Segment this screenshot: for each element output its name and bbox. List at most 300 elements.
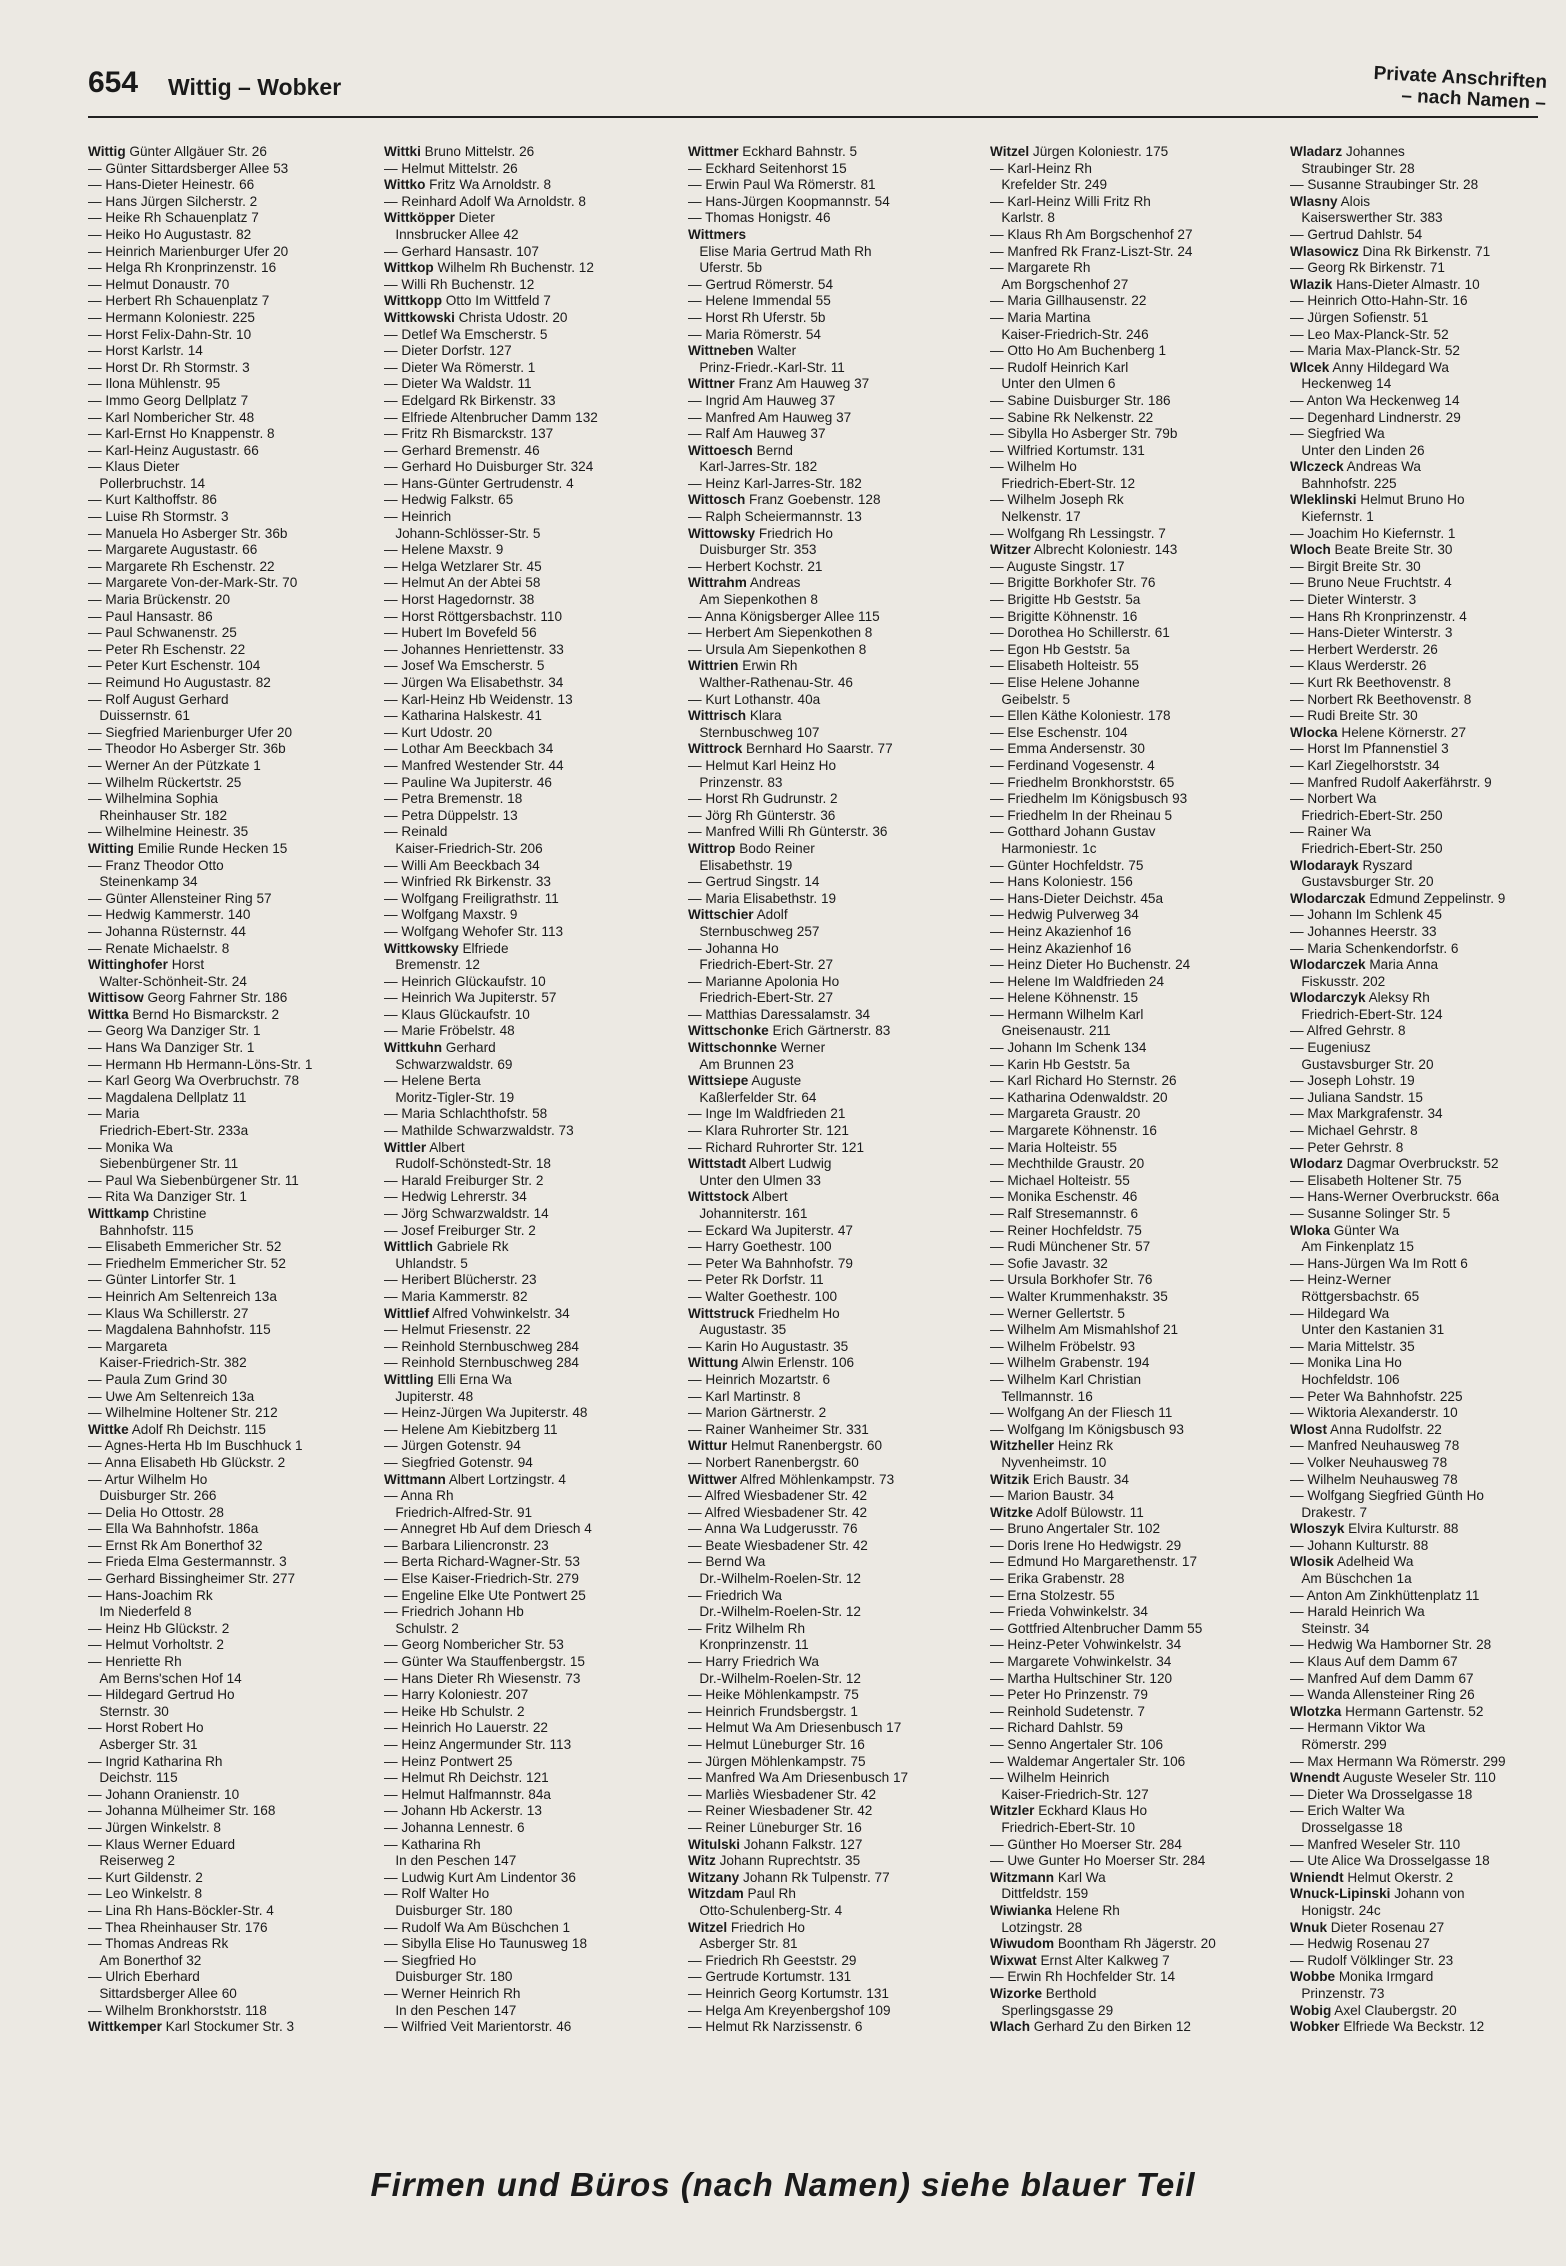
directory-entry: — Heinrich: [384, 509, 452, 525]
directory-entry: — Horst Robert Ho: [88, 1720, 204, 1736]
directory-entry: Nyvenheimstr. 10: [990, 1454, 1107, 1470]
directory-entry: Wittner Franz Am Hauweg 37: [688, 376, 870, 392]
directory-entry: — Rainer Wa: [1290, 824, 1372, 840]
directory-entry: — Wilfried Veit Marientorstr. 46: [384, 2019, 572, 2035]
directory-entry: — Heinz Akazienhof 16: [990, 923, 1132, 939]
directory-entry: Friedrich-Ebert-Str. 233a: [88, 1123, 249, 1139]
directory-entry: Wlodarczek Maria Anna: [1290, 957, 1439, 973]
directory-entry: Witzik Erich Baustr. 34: [990, 1471, 1129, 1487]
directory-entry: — Wolfgang Siegfried Günth Ho: [1290, 1488, 1484, 1504]
directory-entry: Prinzenstr. 83: [688, 774, 783, 790]
directory-entry: — Peter Wa Bahnhofstr. 225: [1290, 1388, 1463, 1404]
directory-entry: — Wolfgang An der Fliesch 11: [990, 1405, 1173, 1421]
directory-entry: — Jürgen Wa Elisabethstr. 34: [384, 675, 564, 690]
directory-entry: — Karl Ziegelhorststr. 34: [1290, 757, 1440, 773]
directory-entry: Wlasny Alois: [1290, 193, 1371, 209]
directory-entry: Wittschonnke Werner: [688, 1040, 826, 1056]
directory-entry: Sperlingsgasse 29: [990, 2002, 1114, 2018]
directory-entry: — Frieda Elma Gestermannstr. 3: [88, 1554, 287, 1570]
directory-entry: — Peter Ho Prinzenstr. 79: [990, 1687, 1148, 1703]
directory-entry: — Johannes Henriettenstr. 33: [384, 641, 564, 657]
directory-entry: — Barbara Liliencronstr. 23: [384, 1537, 549, 1553]
directory-entry: — Helene Immendal 55: [688, 293, 831, 309]
directory-entry: — Peter Gehrstr. 8: [1290, 1139, 1404, 1155]
directory-entry: — Annegret Hb Auf dem Driesch 4: [384, 1521, 592, 1537]
directory-entry: — Waldemar Angertaler Str. 106: [990, 1753, 1186, 1769]
directory-entry: — Dieter Wa Waldstr. 11: [384, 376, 532, 392]
directory-entry: Wlach Gerhard Zu den Birken 12: [990, 2019, 1191, 2035]
directory-entry: Wlcek Anny Hildegard Wa: [1290, 359, 1449, 375]
directory-entry: — Martha Hultschiner Str. 120: [990, 1670, 1173, 1686]
directory-entry: — Ursula Am Siepenkothen 8: [688, 641, 867, 657]
directory-entry: — Klaus Werner Eduard: [88, 1836, 236, 1852]
directory-entry: Duisburger Str. 266: [88, 1488, 217, 1504]
directory-entry: Unter den Ulmen 6: [990, 376, 1116, 392]
directory-entry: — Michael Gehrstr. 8: [1290, 1123, 1418, 1139]
directory-entry: — Elisabeth Holteistr. 55: [990, 658, 1139, 674]
directory-entry: — Brigitte Köhnenstr. 16: [990, 608, 1138, 624]
directory-entry: — Hubert Im Bovefeld 56: [384, 625, 537, 641]
directory-entry: Wlodarayk Ryszard: [1290, 857, 1413, 873]
directory-entry: — Erna Stolzestr. 55: [990, 1587, 1115, 1603]
directory-entry: — Heinz-Peter Vohwinkelstr. 34: [990, 1637, 1182, 1653]
directory-entry: Kaiser-Friedrich-Str. 246: [990, 326, 1149, 342]
directory-entry: Wittke Adolf Rh Deichstr. 115: [88, 1421, 266, 1437]
directory-entry: Tellmannstr. 16: [990, 1388, 1093, 1404]
directory-entry: — Helmut Halfmannstr. 84a: [384, 1786, 551, 1802]
directory-entry: — Klara Ruhrorter Str. 121: [688, 1123, 849, 1139]
directory-entry: — Reiner Hochfeldstr. 75: [990, 1222, 1142, 1238]
directory-entry: — Harald Heinrich Wa: [1290, 1604, 1425, 1620]
directory-entry: — Dieter Wa Drosselgasse 18: [1290, 1786, 1473, 1802]
directory-entry: — Wilhelm Am Mismahlshof 21: [990, 1322, 1179, 1338]
directory-entry: — Herbert Werderstr. 26: [1290, 641, 1438, 657]
directory-entry: — Monika Eschenstr. 46: [990, 1189, 1138, 1205]
directory-entry: — Elfriede Altenbrucher Damm 132: [384, 409, 598, 425]
directory-entry: Wittoesch Bernd: [688, 442, 793, 458]
directory-entry: — Paula Zum Grind 30: [88, 1371, 228, 1387]
directory-entry: — Gottfried Altenbrucher Damm 55: [990, 1620, 1203, 1636]
directory-entry: Wobig Axel Claubergstr. 20: [1290, 2002, 1457, 2018]
directory-entry: Kaiser-Friedrich-Str. 382: [88, 1355, 247, 1371]
directory-entry: — Friedhelm Im Königsbusch 93: [990, 791, 1188, 807]
listing-column-1: [88, 144, 364, 2146]
directory-entry: Am Brunnen 23: [688, 1056, 794, 1072]
directory-entry: — Klaus Auf dem Damm 67: [1290, 1654, 1458, 1670]
directory-entry: — Helene Berta: [384, 1073, 481, 1089]
directory-entry: — Marliès Wiesbadener Str. 42: [688, 1786, 877, 1802]
section-heading-line2: – nach Namen –: [1401, 85, 1547, 114]
directory-entry: — Senno Angertaler Str. 106: [990, 1737, 1164, 1752]
directory-entry: — Wilhelmina Sophia: [88, 791, 218, 807]
directory-entry: Hochfeldstr. 106: [1290, 1371, 1400, 1387]
directory-entry: — Rudolf Heinrich Karl: [990, 359, 1129, 375]
directory-entry: Kaßlerfelder Str. 64: [688, 1089, 817, 1105]
directory-entry: — Harry Goethestr. 100: [688, 1239, 832, 1255]
directory-entry: — Erika Grabenstr. 28: [990, 1571, 1125, 1587]
directory-entry: Sittardsberger Allee 60: [88, 1985, 237, 2001]
directory-entry: Wittowsky Friedrich Ho: [688, 525, 833, 541]
directory-entry: — Fritz Wilhelm Rh: [688, 1620, 806, 1636]
footer-note: Firmen und Büros (nach Namen) siehe blauer Teil: [370, 2166, 1196, 2203]
listing-columns: [88, 144, 1548, 2146]
directory-entry: Sternbuschweg 107: [688, 724, 820, 740]
directory-entry: Unter den Ulmen 33: [688, 1172, 821, 1188]
directory-entry: Wiwudom Boontham Rh Jägerstr. 20: [990, 1936, 1216, 1952]
directory-entry: Otto-Schulenberg-Str. 4: [688, 1902, 843, 1918]
directory-entry: Wittschier Adolf: [688, 907, 788, 923]
page-number: 654: [88, 66, 139, 99]
directory-entry: — Rudi Münchener Str. 57: [990, 1239, 1151, 1255]
directory-entry: — Günther Ho Moerser Str. 284: [990, 1836, 1182, 1852]
directory-entry: Innsbrucker Allee 42: [384, 226, 519, 242]
directory-entry: Wittrien Erwin Rh: [688, 658, 798, 674]
directory-entry: — Magdalena Bahnhofstr. 115: [88, 1322, 271, 1338]
directory-entry: Rheinhauser Str. 182: [88, 807, 228, 823]
directory-entry: — Heike Möhlenkampstr. 75: [688, 1687, 859, 1703]
directory-entry: — Hans Rh Kronprinzenstr. 4: [1290, 608, 1467, 624]
directory-entry: Dr.-Wilhelm-Roelen-Str. 12: [688, 1604, 861, 1620]
directory-entry: — Harry Koloniestr. 207: [384, 1687, 529, 1703]
directory-entry: — Rudi Breite Str. 30: [1290, 708, 1418, 724]
directory-entry: — Herbert Kochstr. 21: [688, 558, 823, 574]
directory-entry: — Katharina Halskestr. 41: [384, 708, 542, 724]
directory-entry: — Heinz Akazienhof 16: [990, 940, 1132, 956]
directory-entry: — Helmut Vorholtstr. 2: [88, 1637, 224, 1653]
directory-entry: Wittkop Wilhelm Rh Buchenstr. 12: [384, 260, 594, 276]
directory-entry: Schwarzwaldstr. 69: [384, 1056, 513, 1072]
directory-entry: Wleklinski Helmut Bruno Ho: [1290, 492, 1465, 508]
directory-entry: — Heinrich Georg Kortumstr. 131: [688, 1985, 889, 2001]
directory-entry: — Wilhelmine Holtener Str. 212: [88, 1405, 278, 1421]
directory-entry: — Karin Ho Augustastr. 35: [688, 1338, 849, 1354]
directory-entry: Wlodarczak Edmund Zeppelinstr. 9: [1290, 890, 1506, 906]
directory-entry: — Johann Kulturstr. 88: [1290, 1537, 1429, 1553]
directory-entry: Bahnhofstr. 225: [1290, 475, 1397, 491]
directory-entry: — Horst Felix-Dahn-Str. 10: [88, 326, 252, 342]
directory-entry: Wittkopp Otto Im Wittfeld 7: [384, 293, 551, 309]
directory-entry: Wittig Günter Allgäuer Str. 26: [88, 144, 267, 159]
directory-entry: Witzel Jürgen Koloniestr. 175: [990, 144, 1169, 159]
directory-entry: — Heinz-Werner: [1290, 1272, 1391, 1288]
directory-entry: — Doris Irene Ho Hedwigstr. 29: [990, 1537, 1182, 1553]
directory-entry: — Johann Oranienstr. 10: [88, 1786, 240, 1802]
directory-entry: — Gerhard Bissingheimer Str. 277: [88, 1571, 296, 1587]
directory-entry: Kronprinzenstr. 11: [688, 1637, 809, 1653]
directory-entry: Wittosch Franz Goebenstr. 128: [688, 492, 881, 508]
directory-entry: Steinenkamp 34: [88, 874, 198, 890]
directory-entry: — Paul Hansastr. 86: [88, 608, 213, 624]
directory-entry: — Degenhard Lindnerstr. 29: [1290, 409, 1461, 425]
directory-entry: — Kurt Udostr. 20: [384, 724, 493, 740]
directory-entry: Witzany Johann Rk Tulpenstr. 77: [688, 1869, 890, 1885]
directory-entry: Wittur Helmut Ranenbergstr. 60: [688, 1438, 883, 1454]
directory-entry: — Margareta: [88, 1338, 168, 1354]
directory-entry: — Ella Wa Bahnhofstr. 186a: [88, 1521, 259, 1537]
directory-entry: — Klaus Dieter: [88, 459, 180, 475]
directory-entry: Wlocka Helene Körnerstr. 27: [1290, 724, 1467, 740]
directory-entry: — Marion Baustr. 34: [990, 1488, 1114, 1504]
directory-entry: — Gotthard Johann Gustav: [990, 824, 1156, 840]
directory-entry: — Günter Lintorfer Str. 1: [88, 1272, 237, 1288]
directory-entry: — Gertrud Römerstr. 54: [688, 276, 834, 292]
directory-entry: — Helmut Donaustr. 70: [88, 276, 230, 292]
directory-entry: — Rita Wa Danziger Str. 1: [88, 1189, 247, 1205]
directory-entry: — Sabine Duisburger Str. 186: [990, 392, 1171, 408]
directory-entry: — Helmut Rk Narzissenstr. 6: [688, 2019, 863, 2035]
directory-entry: — Leo Max-Planck-Str. 52: [1290, 326, 1449, 342]
directory-entry: Johanniterstr. 161: [688, 1206, 808, 1221]
directory-entry: — Petra Bremenstr. 18: [384, 791, 523, 807]
listing-column-2: [384, 144, 660, 2146]
directory-entry: Wittka Bernd Ho Bismarckstr. 2: [88, 1006, 280, 1022]
directory-entry: — Dieter Dorfstr. 127: [384, 343, 512, 359]
directory-entry: — Hermann Viktor Wa: [1290, 1720, 1426, 1736]
directory-entry: Friedrich-Ebert-Str. 10: [990, 1819, 1136, 1835]
directory-entry: — Sofie Javastr. 32: [990, 1255, 1108, 1271]
directory-entry: — Friedhelm In der Rheinau 5: [990, 807, 1173, 823]
directory-entry: — Eugeniusz: [1290, 1040, 1371, 1056]
directory-entry: Kaiser-Friedrich-Str. 127: [990, 1786, 1149, 1802]
directory-entry: Am Borgschenhof 27: [990, 276, 1129, 292]
directory-entry: — Dieter Wa Römerstr. 1: [384, 359, 536, 375]
directory-entry: — Gerhard Bremenstr. 46: [384, 442, 540, 458]
directory-entry: Sternbuschweg 257: [688, 923, 820, 939]
directory-entry: — Walter Goethestr. 100: [688, 1288, 838, 1304]
directory-entry: Pollerbruchstr. 14: [88, 475, 206, 491]
directory-entry: — Heinrich Frundsbergstr. 1: [688, 1703, 858, 1719]
directory-entry: — Auguste Singstr. 17: [990, 558, 1125, 574]
directory-entry: — Georg Rk Birkenstr. 71: [1290, 260, 1445, 276]
directory-entry: Am Finkenplatz 15: [1290, 1239, 1414, 1255]
directory-entry: — Klaus Wa Schillerstr. 27: [88, 1305, 249, 1321]
directory-entry: — Helmut An der Abtei 58: [384, 575, 541, 591]
directory-entry: — Hildegard Wa: [1290, 1305, 1390, 1321]
directory-entry: Walter-Schönheit-Str. 24: [88, 973, 247, 989]
directory-entry: — Marianne Apolonia Ho: [688, 973, 840, 989]
directory-entry: Wittling Elli Erna Wa: [384, 1371, 512, 1387]
directory-entry: Witzel Friedrich Ho: [688, 1919, 805, 1935]
directory-entry: — Dieter Winterstr. 3: [1290, 592, 1417, 608]
directory-entry: — Harald Freiburger Str. 2: [384, 1172, 544, 1188]
directory-entry: — Margarete Vohwinkelstr. 34: [990, 1654, 1172, 1670]
directory-entry: — Helmut Karl Heinz Ho: [688, 757, 837, 773]
directory-entry: — Johanna Mülheimer Str. 168: [88, 1803, 276, 1819]
directory-entry: Prinz-Friedr.-Karl-Str. 11: [688, 359, 845, 375]
running-head: Wittig – Wobker: [168, 74, 342, 100]
directory-entry: — Georg Nombericher Str. 53: [384, 1637, 564, 1653]
directory-entry: — Wilhelm Joseph Rk: [990, 492, 1124, 508]
directory-entry: Wittung Alwin Erlenstr. 106: [688, 1355, 855, 1371]
directory-entry: — Elisabeth Holtener Str. 75: [1290, 1172, 1462, 1188]
directory-entry: — Maria Brückenstr. 20: [88, 592, 231, 608]
directory-entry: — Hedwig Falkstr. 65: [384, 492, 514, 508]
directory-entry: — Henriette Rh: [88, 1654, 182, 1670]
directory-entry: — Otto Ho Am Buchenberg 1: [990, 343, 1167, 359]
directory-entry: — Thomas Honigstr. 46: [688, 210, 831, 226]
directory-entry: — Mechthilde Graustr. 20: [990, 1156, 1145, 1172]
directory-entry: — Maria Max-Planck-Str. 52: [1290, 343, 1460, 359]
directory-entry: — Egon Hb Geststr. 5a: [990, 641, 1130, 657]
directory-entry: — Anna Wa Ludgerusstr. 76: [688, 1521, 858, 1537]
directory-entry: — Hans-Dieter Winterstr. 3: [1290, 625, 1453, 641]
directory-entry: Wlotzka Hermann Gartenstr. 52: [1290, 1703, 1484, 1719]
directory-entry: Geibelstr. 5: [990, 691, 1071, 707]
directory-entry: — Kurt Lothanstr. 40a: [688, 691, 821, 707]
directory-entry: — Sibylla Ho Asberger Str. 79b: [990, 426, 1178, 442]
directory-entry: Wixwat Ernst Alter Kalkweg 7: [990, 1952, 1170, 1968]
directory-entry: — Horst Karlstr. 14: [88, 343, 203, 359]
directory-entry: — Birgit Breite Str. 30: [1290, 558, 1421, 574]
directory-entry: — Ernst Rk Am Bonerthof 32: [88, 1537, 263, 1553]
directory-entry: Bahnhofstr. 115: [88, 1222, 194, 1238]
directory-entry: — Hans-Jürgen Koopmannstr. 54: [688, 193, 890, 209]
directory-entry: — Luise Rh Stormstr. 3: [88, 509, 229, 525]
directory-entry: Friedrich-Ebert-Str. 250: [1290, 840, 1443, 856]
directory-entry: — Lina Rh Hans-Böckler-Str. 4: [88, 1902, 274, 1918]
directory-entry: — Alfred Wiesbadener Str. 42: [688, 1488, 868, 1504]
directory-entry: Wlczeck Andreas Wa: [1290, 459, 1421, 475]
directory-entry: Duisburger Str. 180: [384, 1969, 513, 1985]
directory-entry: — Heinz Karl-Jarres-Str. 182: [688, 475, 862, 491]
directory-entry: — Siegfried Ho: [384, 1952, 477, 1968]
directory-entry: Friedrich-Ebert-Str. 27: [688, 990, 834, 1006]
directory-entry: — Anton Wa Heckenweg 14: [1290, 392, 1460, 408]
directory-entry: Wittler Albert: [384, 1139, 465, 1155]
directory-entry: Wittstock Albert: [688, 1189, 788, 1205]
directory-entry: Wittschonke Erich Gärtnerstr. 83: [688, 1023, 891, 1039]
directory-entry: — Gertrude Kortumstr. 131: [688, 1969, 852, 1985]
directory-entry: — Günter Allensteiner Ring 57: [88, 890, 272, 906]
directory-entry: Heckenweg 14: [1290, 376, 1392, 392]
directory-entry: — Susanne Straubinger Str. 28: [1290, 177, 1479, 193]
directory-entry: — Karl Martinstr. 8: [688, 1388, 801, 1404]
directory-entry: — Kurt Kalthoffstr. 86: [88, 492, 217, 508]
directory-entry: — Helga Wetzlarer Str. 45: [384, 558, 542, 574]
directory-entry: — Ulrich Eberhard: [88, 1969, 200, 1985]
listing-column-4: [990, 144, 1266, 2146]
directory-entry: — Peter Rk Dorfstr. 11: [688, 1272, 824, 1288]
directory-entry: Wittko Fritz Wa Arnoldstr. 8: [384, 177, 552, 193]
directory-entry: Walther-Rathenau-Str. 46: [688, 675, 853, 690]
directory-entry: — Wilhelm Neuhausweg 78: [1290, 1471, 1458, 1487]
directory-entry: Friedrich-Ebert-Str. 27: [688, 957, 834, 973]
directory-entry: Röttgersbachstr. 65: [1290, 1288, 1420, 1304]
directory-entry: — Monika Wa: [88, 1139, 173, 1155]
directory-entry: — Johanna Lennestr. 6: [384, 1819, 525, 1835]
directory-entry: — Heribert Blücherstr. 23: [384, 1272, 537, 1288]
directory-entry: — Manfred Auf dem Damm 67: [1290, 1670, 1474, 1686]
directory-entry: — Manfred Am Hauweg 37: [688, 409, 852, 425]
section-heading-line1: Private Anschriften: [1373, 62, 1548, 93]
directory-entry: — Wilhelmine Heinestr. 35: [88, 824, 249, 840]
directory-entry: — Heinz Hb Glückstr. 2: [88, 1620, 230, 1636]
directory-entry: — Maria Römerstr. 54: [688, 326, 821, 342]
directory-entry: — Willi Am Beeckbach 34: [384, 857, 540, 873]
directory-entry: — Artur Wilhelm Ho: [88, 1471, 208, 1487]
directory-entry: — Max Markgrafenstr. 34: [1290, 1106, 1443, 1122]
directory-entry: — Anna Rh: [384, 1488, 454, 1504]
directory-entry: — Margarete Von-der-Mark-Str. 70: [88, 575, 298, 591]
directory-entry: — Elisabeth Emmericher Str. 52: [88, 1239, 282, 1255]
directory-entry: — Frieda Vohwinkelstr. 34: [990, 1604, 1148, 1620]
directory-entry: Wladarz Johannes: [1290, 144, 1405, 159]
directory-entry: Dittfeldstr. 159: [990, 1886, 1089, 1902]
directory-entry: — Karl-Heinz Hb Weidenstr. 13: [384, 691, 573, 707]
directory-entry: — Horst Dr. Rh Stormstr. 3: [88, 359, 250, 375]
directory-entry: — Karl Georg Wa Overbruchstr. 78: [88, 1073, 300, 1089]
directory-entry: Wlazik Hans-Dieter Almastr. 10: [1290, 276, 1480, 292]
directory-entry: — Manfred Weseler Str. 110: [1290, 1836, 1461, 1852]
directory-entry: — Elise Helene Johanne: [990, 675, 1140, 690]
directory-entry: — Ralf Am Hauweg 37: [688, 426, 826, 442]
directory-entry: — Heiko Ho Augustastr. 82: [88, 226, 252, 242]
directory-entry: — Wilhelm Rückertstr. 25: [88, 774, 242, 790]
directory-entry: — Günter Hochfeldstr. 75: [990, 857, 1144, 873]
directory-entry: — Gerhard Hansastr. 107: [384, 243, 539, 259]
directory-entry: — Erwin Rh Hochfelder Str. 14: [990, 1969, 1176, 1985]
directory-entry: — Horst Im Pfannenstiel 3: [1290, 741, 1449, 757]
directory-entry: Gustavsburger Str. 20: [1290, 1056, 1434, 1072]
directory-entry: — Magdalena Dellplatz 11: [88, 1089, 247, 1105]
directory-entry: — Friedrich Rh Geeststr. 29: [688, 1952, 857, 1968]
directory-entry: — Karl-Heinz Rh: [990, 160, 1092, 176]
directory-entry: Jupiterstr. 48: [384, 1388, 474, 1404]
directory-entry: — Matthias Daressalamstr. 34: [688, 1006, 871, 1022]
directory-entry: — Gerhard Ho Duisburger Str. 324: [384, 459, 594, 475]
directory-entry: — Brigitte Hb Geststr. 5a: [990, 592, 1141, 608]
directory-entry: Witzdam Paul Rh: [688, 1886, 796, 1902]
directory-entry: Friedrich-Ebert-Str. 12: [990, 475, 1136, 491]
directory-entry: — Jörg Schwarzwaldstr. 14: [384, 1206, 549, 1221]
directory-entry: — Helene Im Waldfrieden 24: [990, 973, 1165, 989]
directory-entry: — Hedwig Kammerstr. 140: [88, 907, 251, 923]
directory-entry: — Horst Rh Uferstr. 5b: [688, 309, 826, 325]
directory-entry: — Karl Nombericher Str. 48: [88, 409, 255, 425]
directory-entry: — Helmut Wa Am Driesenbusch 17: [688, 1720, 902, 1736]
directory-entry: — Maria Holteistr. 55: [990, 1139, 1117, 1155]
directory-entry: — Wilhelm Karl Christian: [990, 1371, 1142, 1387]
directory-entry: — Gertrud Dahlstr. 54: [1290, 226, 1423, 242]
directory-entry: — Ingrid Am Hauweg 37: [688, 392, 836, 408]
directory-entry: — Rudolf Völklinger Str. 23: [1290, 1952, 1454, 1968]
directory-entry: — Edelgard Rk Birkenstr. 33: [384, 392, 556, 408]
directory-entry: Kiefernstr. 1: [1290, 509, 1374, 525]
directory-entry: — Renate Michaelstr. 8: [88, 940, 230, 956]
directory-entry: — Ingrid Katharina Rh: [88, 1753, 223, 1769]
directory-entry: — Helga Am Kreyenbergshof 109: [688, 2002, 891, 2018]
directory-entry: — Heinrich Wa Jupiterstr. 57: [384, 990, 557, 1006]
directory-entry: — Helmut Lüneburger Str. 16: [688, 1737, 865, 1752]
directory-entry: — Herbert Rh Schauenplatz 7: [88, 293, 270, 309]
directory-entry: — Sibylla Elise Ho Taunusweg 18: [384, 1936, 588, 1952]
directory-entry: — Bruno Angertaler Str. 102: [990, 1521, 1161, 1537]
directory-entry: Wloch Beate Breite Str. 30: [1290, 542, 1453, 558]
directory-entry: — Michael Holteistr. 55: [990, 1172, 1130, 1188]
directory-entry: — Hans-Günter Gertrudenstr. 4: [384, 475, 574, 491]
directory-entry: — Jürgen Winkelstr. 8: [88, 1819, 221, 1835]
directory-entry: — Wolfgang Im Königsbusch 93: [990, 1421, 1184, 1437]
directory-entry: — Else Kaiser-Friedrich-Str. 279: [384, 1571, 579, 1587]
directory-entry: — Theodor Ho Asberger Str. 36b: [88, 741, 286, 757]
directory-entry: — Wilhelm Grabenstr. 194: [990, 1355, 1150, 1371]
directory-entry: — Johanna Rüsternstr. 44: [88, 923, 246, 939]
directory-entry: — Else Eschenstr. 104: [990, 724, 1128, 740]
directory-entry: — Petra Düppelstr. 13: [384, 807, 518, 823]
directory-entry: — Klaus Rh Am Borgschenhof 27: [990, 226, 1193, 242]
directory-entry: — Harry Friedrich Wa: [688, 1654, 819, 1670]
directory-entry: — Helga Rh Kronprinzenstr. 16: [88, 260, 277, 276]
